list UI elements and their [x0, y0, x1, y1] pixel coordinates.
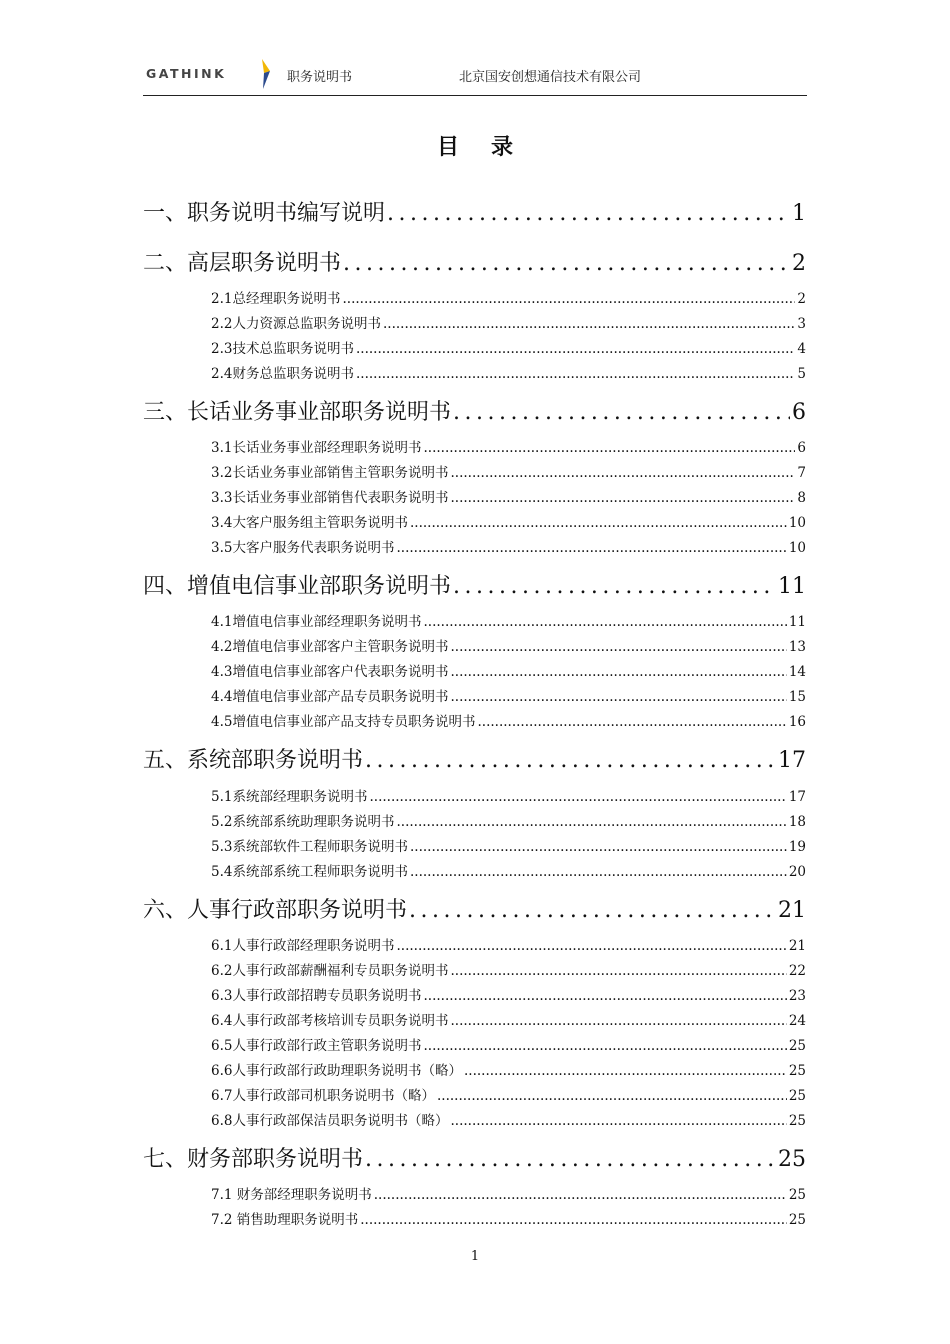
- toc-chapter-entry[interactable]: [143, 1142, 806, 1174]
- toc-section-entry[interactable]: [211, 486, 806, 506]
- toc-entry-title: 2.3技术总监职务说明书: [211, 341, 354, 357]
- toc-dot-leader: [450, 689, 786, 705]
- toc-entry-title: 6.7人事行政部司机职务说明书（略）: [211, 1088, 435, 1104]
- toc-title: 目录: [436, 135, 545, 160]
- toc-entry-title: 5.3系统部软件工程师职务说明书: [211, 839, 408, 855]
- toc-entry-title: 6.6人事行政部行政助理职务说明书（略）: [211, 1063, 462, 1079]
- toc-entry-title: 六、人事行政部职务说明书: [143, 898, 408, 923]
- toc-entry-title: 6.3人事行政部招聘专员职务说明书: [211, 988, 422, 1004]
- toc-entry-page: 10: [788, 540, 806, 556]
- toc-section-entry[interactable]: [211, 934, 806, 954]
- toc-chapter-entry[interactable]: [143, 246, 806, 278]
- toc-section-entry[interactable]: [211, 312, 806, 332]
- toc-dot-leader: [423, 440, 795, 456]
- toc-section-entry[interactable]: [211, 710, 806, 730]
- toc-entry-title: 3.1长话业务事业部经理职务说明书: [211, 440, 422, 456]
- toc-entry-title: 三、长话业务事业部职务说明书: [143, 400, 452, 425]
- toc-dot-leader: [450, 1113, 786, 1129]
- toc-entry-title: 6.5人事行政部行政主管职务说明书: [211, 1038, 422, 1054]
- toc-entry-page: 25: [788, 1113, 806, 1129]
- toc-entry-page: 4: [797, 341, 806, 357]
- toc-entry-page: 2: [792, 251, 806, 276]
- toc-entry-title: 6.2人事行政部薪酬福利专员职务说明书: [211, 963, 449, 979]
- toc-dot-leader: [423, 1038, 786, 1054]
- toc-dot-leader: [464, 1063, 787, 1079]
- toc-entry-title: 一、职务说明书编写说明: [143, 201, 386, 226]
- toc-entry-title: 4.2增值电信事业部客户主管职务说明书: [211, 639, 449, 655]
- toc-entry-title: 3.4大客户服务组主管职务说明书: [211, 515, 408, 531]
- toc-dot-leader: [437, 1088, 787, 1104]
- toc-entry-page: 1: [792, 201, 806, 226]
- toc-entry-page: 20: [788, 864, 806, 880]
- toc-entry-title: 5.4系统部系统工程师职务说明书: [211, 864, 408, 880]
- toc-section-entry[interactable]: [211, 1084, 806, 1104]
- toc-dot-leader: [453, 400, 790, 425]
- toc-section-entry[interactable]: [211, 511, 806, 531]
- toc-chapter-entry[interactable]: [143, 743, 806, 775]
- toc-chapter-entry[interactable]: [143, 196, 806, 228]
- toc-dot-leader: [396, 938, 786, 954]
- toc-dot-leader: [423, 614, 786, 630]
- toc-entry-title: 四、增值电信事业部职务说明书: [143, 574, 452, 599]
- toc-section-entry[interactable]: [211, 1109, 806, 1129]
- toc-entry-page: 16: [788, 714, 806, 730]
- toc-section-entry[interactable]: [211, 536, 806, 556]
- toc-entry-title: 3.5大客户服务代表职务说明书: [211, 540, 395, 556]
- toc-entry-page: 6: [792, 400, 806, 425]
- toc-entry-page: 25: [788, 1212, 806, 1228]
- toc-entry-page: 25: [788, 1088, 806, 1104]
- toc-entry-title: 3.3长话业务事业部销售代表职务说明书: [211, 490, 449, 506]
- toc-chapter-entry[interactable]: [143, 569, 806, 601]
- toc-dot-leader: [356, 366, 795, 382]
- logo-icon: [257, 59, 273, 89]
- toc-entry-page: 18: [788, 814, 806, 830]
- toc-entry-title: 3.2长话业务事业部销售主管职务说明书: [211, 465, 449, 481]
- toc-dot-leader: [410, 839, 787, 855]
- toc-entry-page: 25: [788, 1063, 806, 1079]
- toc-entry-title: 2.2人力资源总监职务说明书: [211, 316, 381, 332]
- toc-section-entry[interactable]: [211, 337, 806, 357]
- toc-entry-page: 21: [778, 898, 806, 923]
- toc-chapter-entry[interactable]: [143, 893, 806, 925]
- toc-dot-leader: [450, 963, 786, 979]
- toc-entry-title: 7.1 财务部经理职务说明书: [211, 1187, 372, 1203]
- toc-section-entry[interactable]: [211, 660, 806, 680]
- toc-entry-page: 10: [788, 515, 806, 531]
- toc-entry-title: 6.4人事行政部考核培训专员职务说明书: [211, 1013, 449, 1029]
- toc-section-entry[interactable]: [211, 1034, 806, 1054]
- toc-dot-leader: [383, 316, 795, 332]
- toc-entry-title: 6.8人事行政部保洁员职务说明书（略）: [211, 1113, 449, 1129]
- toc-dot-leader: [356, 341, 795, 357]
- toc-entry-page: 7: [797, 465, 806, 481]
- toc-entry-page: 11: [788, 614, 806, 630]
- toc-entry-title: 五、系统部职务说明书: [143, 748, 364, 773]
- toc-entry-page: 17: [788, 789, 806, 805]
- toc-entry-title: 二、高层职务说明书: [143, 251, 342, 276]
- toc-entry-page: 8: [797, 490, 806, 506]
- toc-dot-leader: [374, 1187, 787, 1203]
- toc-entry-page: 19: [788, 839, 806, 855]
- toc-section-entry[interactable]: [211, 1009, 806, 1029]
- toc-entry-title: 5.1系统部经理职务说明书: [211, 789, 368, 805]
- toc-dot-leader: [369, 789, 786, 805]
- toc-dot-leader: [477, 714, 786, 730]
- toc-dot-leader: [450, 664, 786, 680]
- toc-entry-title: 4.5增值电信事业部产品支持专员职务说明书: [211, 714, 476, 730]
- toc-entry-page: 14: [788, 664, 806, 680]
- toc-entry-page: 25: [778, 1147, 806, 1172]
- toc-section-entry[interactable]: [211, 959, 806, 979]
- toc-entry-title: 4.3增值电信事业部客户代表职务说明书: [211, 664, 449, 680]
- toc-dot-leader: [396, 814, 786, 830]
- header-company-name: 北京国安创想通信技术有限公司: [459, 70, 642, 85]
- toc-entry-title: 七、财务部职务说明书: [143, 1147, 364, 1172]
- toc-entry-page: 6: [797, 440, 806, 456]
- toc-entry-page: 5: [797, 366, 806, 382]
- toc-section-entry[interactable]: [211, 685, 806, 705]
- toc-dot-leader: [410, 515, 787, 531]
- toc-section-entry[interactable]: [211, 287, 806, 307]
- toc-dot-leader: [423, 988, 786, 1004]
- toc-section-entry[interactable]: [211, 436, 806, 456]
- toc-section-entry[interactable]: [211, 810, 806, 830]
- toc-section-entry[interactable]: [211, 1208, 806, 1228]
- toc-section-entry[interactable]: [211, 1183, 806, 1203]
- toc-entry-page: 11: [778, 574, 806, 599]
- toc-dot-leader: [396, 540, 786, 556]
- toc-section-entry[interactable]: [211, 1059, 806, 1079]
- toc-entry-title: 4.1增值电信事业部经理职务说明书: [211, 614, 422, 630]
- toc-entry-page: 24: [788, 1013, 806, 1029]
- toc-entry-title: 2.4财务总监职务说明书: [211, 366, 354, 382]
- toc-entry-page: 2: [797, 291, 806, 307]
- toc-dot-leader: [342, 291, 795, 307]
- toc-entry-page: 17: [778, 748, 806, 773]
- toc-dot-leader: [453, 574, 776, 599]
- toc-chapter-entry[interactable]: [143, 395, 806, 427]
- toc-dot-leader: [343, 251, 790, 276]
- toc-entry-title: 6.1人事行政部经理职务说明书: [211, 938, 395, 954]
- toc-section-entry[interactable]: [211, 635, 806, 655]
- toc-entry-title: 7.2 销售助理职务说明书: [211, 1212, 359, 1228]
- toc-dot-leader: [409, 898, 776, 923]
- toc-dot-leader: [360, 1212, 787, 1228]
- toc-entry-page: 25: [788, 1038, 806, 1054]
- toc-dot-leader: [450, 639, 786, 655]
- toc-entry-title: 2.1总经理职务说明书: [211, 291, 341, 307]
- brand-wordmark: GATHINK: [146, 66, 227, 81]
- toc-section-entry[interactable]: [211, 461, 806, 481]
- toc-entry-title: 4.4增值电信事业部产品专员职务说明书: [211, 689, 449, 705]
- toc-dot-leader: [365, 748, 776, 773]
- toc-entry-page: 13: [788, 639, 806, 655]
- toc-dot-leader: [450, 490, 795, 506]
- toc-entry-page: 22: [788, 963, 806, 979]
- toc-entry-page: 25: [788, 1187, 806, 1203]
- toc-section-entry[interactable]: [211, 984, 806, 1004]
- toc-section-entry[interactable]: [211, 610, 806, 630]
- toc-dot-leader: [410, 864, 787, 880]
- toc-entry-page: 3: [797, 316, 806, 332]
- toc-dot-leader: [450, 465, 795, 481]
- toc-section-entry[interactable]: [211, 835, 806, 855]
- toc-dot-leader: [365, 1147, 776, 1172]
- toc-entry-page: 15: [788, 689, 806, 705]
- toc-dot-leader: [387, 201, 790, 226]
- page-number: 1: [470, 1249, 480, 1264]
- header-doc-title: 职务说明书: [287, 70, 353, 85]
- toc-section-entry[interactable]: [211, 860, 806, 880]
- toc-entry-page: 23: [788, 988, 806, 1004]
- toc-entry-page: 21: [788, 938, 806, 954]
- toc-entry-title: 5.2系统部系统助理职务说明书: [211, 814, 395, 830]
- page-header: [143, 56, 807, 96]
- toc-section-entry[interactable]: [211, 785, 806, 805]
- toc-dot-leader: [450, 1013, 786, 1029]
- toc-section-entry[interactable]: [211, 362, 806, 382]
